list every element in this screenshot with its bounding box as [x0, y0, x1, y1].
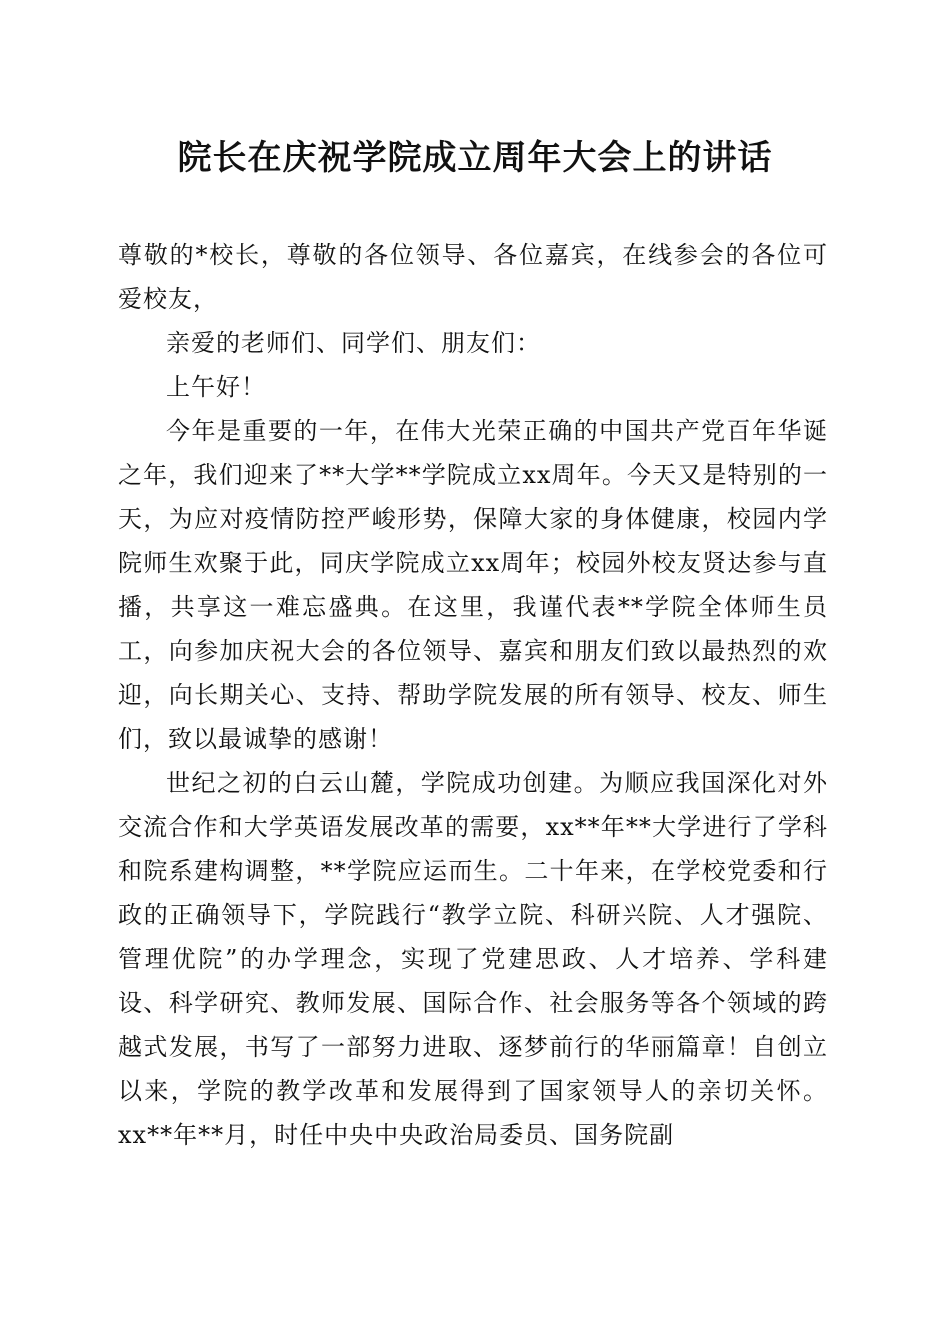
document-title: 院长在庆祝学院成立周年大会上的讲话	[177, 138, 773, 178]
document-body	[118, 233, 828, 1157]
greeting-paragraph: 上午好！	[166, 373, 266, 401]
salutation-paragraph: 尊敬的*校长，尊敬的各位领导、各位嘉宾，在线参会的各位可爱校友，	[118, 241, 828, 313]
body-paragraph: 世纪之初的白云山麓，学院成功创建。为顺应我国深化对外交流合作和大学英语发展改革的需要，xx**年**大学进行了学科和院系建构调整，**学院应运而生。二十年来，在学校党委和行政的正确领导下，学院践行“教学立院、科研兴院、人才强院、管理优院”的办学理念，实现了党建思政、人才培养、学科建设、科学研究、教师发展、国际合作、社会服务等各个领域的跨越式发展，书写了一部努力进取、逐梦前行的华丽篇章！自创立以来，学院的教学改革和发展得到了国家领导人的亲切关怀。xx**年**月，时任中央中央政治局委员、国务院副	[118, 769, 828, 1149]
body-paragraph: 今年是重要的一年，在伟大光荣正确的中国共产党百年华诞之年，我们迎来了**大学**学院成立xx周年。今天又是特别的一天，为应对疫情防控严峻形势，保障大家的身体健康，校园内学院师生欢聚于此，同庆学院成立xx周年；校园外校友贤达参与直播，共享这一难忘盛典。在这里，我谨代表**学院全体师生员工，向参加庆祝大会的各位领导、嘉宾和朋友们致以最热烈的欢迎，向长期关心、支持、帮助学院发展的所有领导、校友、师生们，致以最诚挚的感谢！	[118, 417, 828, 753]
salutation-paragraph: 亲爱的老师们、同学们、朋友们：	[166, 329, 541, 357]
